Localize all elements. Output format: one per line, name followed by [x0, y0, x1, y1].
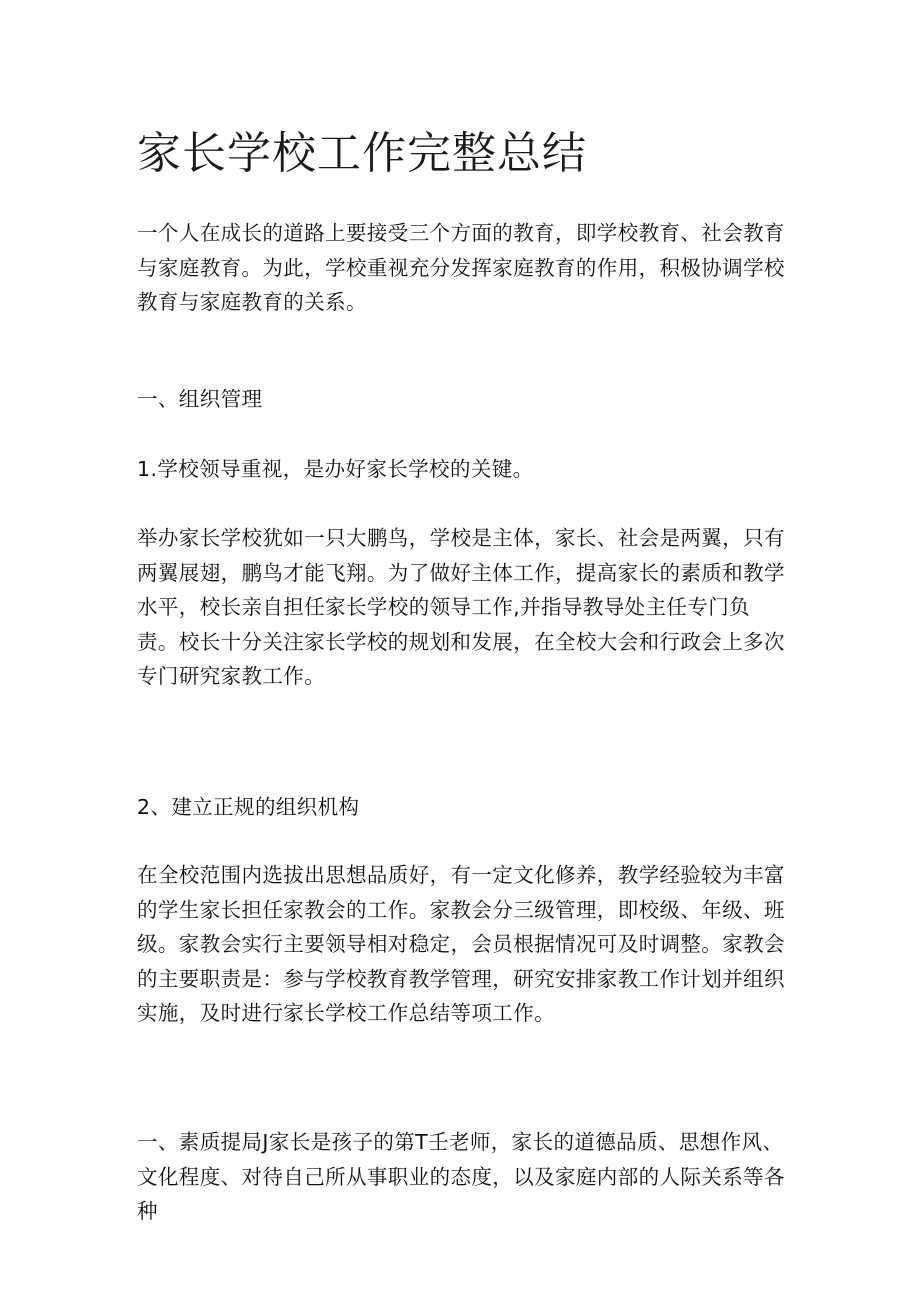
quality-section-paragraph: 一、素质提局J家长是孩子的第T壬老师，家长的道德品质、思想作风、文化程度、对待自己所从事职业的态度，以及家庭内部的人际关系等各种: [137, 1130, 785, 1223]
leadership-paragraph: 举办家长学校犹如一只大鹏鸟，学校是主体，家长、社会是两翼，只有两翼展翅，鹏鸟才能飞翔。为了做好主体工作，提高家长的素质和教学水平，校长亲自担任家长学校的领导工作,并指导教导处主任专门负责。校长十分关注家长学校的规划和发展，在全校大会和行政会上多次专门研究家教工作。: [137, 526, 785, 688]
item-heading-leadership: 1.学校领导重视，是办好家长学校的关键。: [137, 457, 534, 481]
item-heading-organization-structure: 2、建立正规的组织机构: [137, 795, 360, 819]
section-heading-organization: 一、组织管理: [137, 387, 263, 411]
document-title: 家长学校工作完整总结: [137, 128, 587, 179]
intro-paragraph: 一个人在成长的道路上要接受三个方面的教育，即学校教育、社会教育与家庭教育。为此，学校重视充分发挥家庭教育的作用，积极协调学校教育与家庭教育的关系。: [137, 221, 785, 314]
organization-structure-paragraph: 在全校范围内选拔出思想品质好，有一定文化修养，教学经验较为丰富的学生家长担任家教会的工作。家教会分三级管理，即校级、年级、班级。家教会实行主要领导相对稳定，会员根据情况可及时调整。家教会的主要职责是：参与学校教育教学管理，研究安排家教工作计划并组织实施，及时进行家长学校工作总结等项工作。: [137, 863, 785, 1025]
